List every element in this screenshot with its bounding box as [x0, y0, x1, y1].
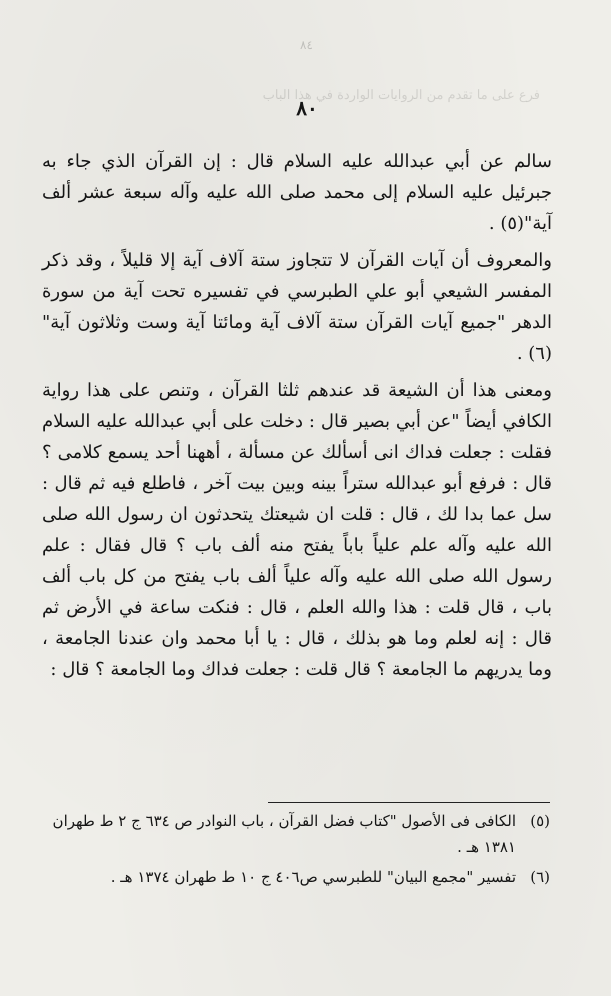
top-mark: ٨٤	[300, 38, 313, 52]
footnote-number: (٥)	[530, 812, 550, 830]
footnotes	[50, 808, 550, 894]
footnote-separator	[268, 802, 550, 803]
paragraph: والمعروف أن آيات القرآن لا تتجاوز ستة آلاف آية إلا قليلاً ، وقد ذكر المفسر الشيعي أبو علي الطبرسي في تفسيره تحت آية من سورة الدهر "جميع آيات القرآن ستة آلاف آية ومائتا آية وست وثلاثون آية"(٦) .	[42, 250, 552, 364]
body-text	[42, 146, 552, 685]
footnote-number: (٦)	[530, 868, 550, 886]
footnote	[50, 864, 550, 890]
paragraph: سالم عن أبي عبدالله عليه السلام قال : إن القرآن الذي جاء به جبرئيل عليه السلام إلى محمد صلى الله عليه وآله سبعة عشر ألف آية"(٥) .	[42, 151, 552, 234]
page-number: ٨٠	[296, 96, 318, 120]
paragraph: ومعنى هذا أن الشيعة قد عندهم ثلثا القرآن ، وتنص على هذا رواية الكافي أيضاً "عن أبي بصير قال : دخلت على أبي عبدالله عليه السلام فقلت : جعلت فداك انى أسألك عن مسألة ، أههنا أحد يسمع كلامى ؟ قال : فرفع أبو عبدالله ستراً بينه وبين بيت آخر ، فاطلع فيه ثم قال : سل عما بدا لك ، قال : قلت ان شيعتك يتحدثون ان رسول الله صلى الله عليه وآله علم علياً باباً يفتح منه ألف باب ؟ قال فقال : علم رسول الله صلى الله عليه وآله علياً ألف باب يفتح من كل باب ألف باب ، قال قلت : هذا والله العلم ، قال : فنكت ساعة في الأرض ثم قال : إنه لعلم وما هو بذلك ، قال : يا أبا محمد وان عندنا الجامعة ، وما يدريهم ما الجامعة ؟ قال قلت : جعلت فداك وما الجامعة ؟ قال :	[42, 380, 552, 680]
footnote-text: تفسير "مجمع البيان" للطبرسي ص٤٠٦ ج ١٠ ط طهران ١٣٧٤ هـ .	[110, 868, 516, 886]
footnote	[50, 808, 550, 860]
footnote-text: الكافى فى الأصول "كتاب فضل القرآن ، باب النوادر ص ٦٣٤ ج ٢ ط طهران ١٣٨١ هـ .	[52, 812, 516, 856]
bleed-through-text: فرع على ما تقدم من الروايات الواردة في هذا الباب	[262, 88, 540, 103]
